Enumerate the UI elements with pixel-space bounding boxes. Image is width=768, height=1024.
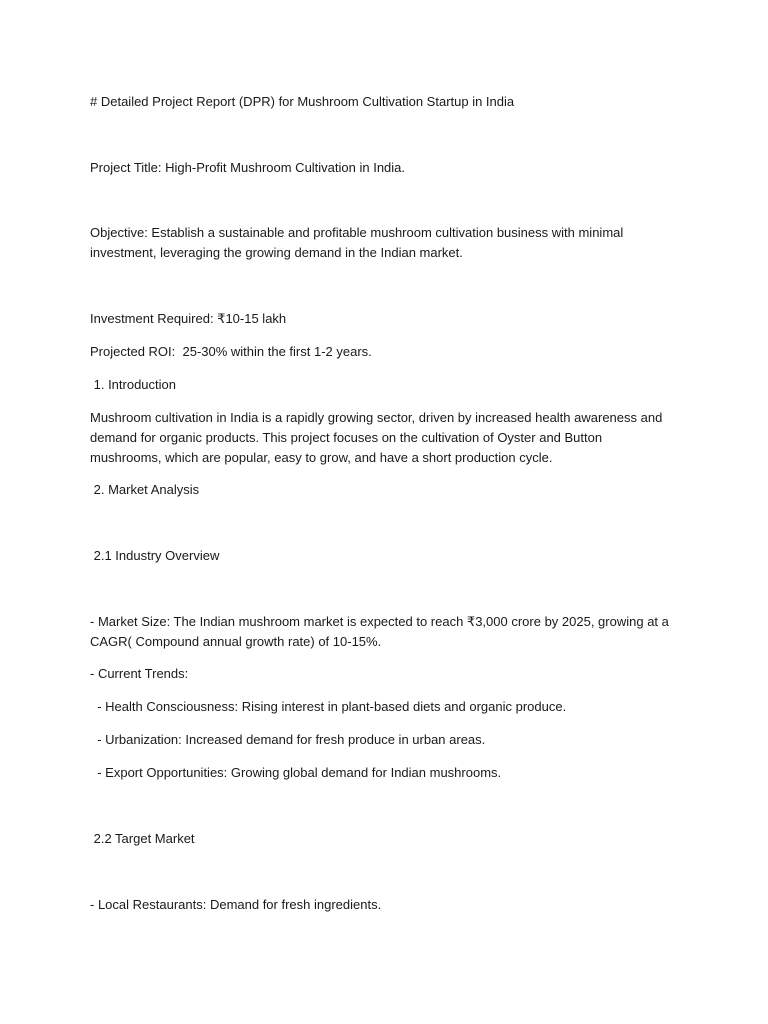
introduction-paragraph: Mushroom cultivation in India is a rapidly growing sector, driven by increased health awareness and demand for organic products. This project focuses on the cultivation of Oyster and Button mushrooms, which are popular, easy to grow, and have a short production cycle.: [90, 410, 663, 465]
section-heading-market-analysis: 2. Market Analysis: [90, 482, 200, 497]
section-heading-target-market: 2.2 Target Market: [90, 831, 195, 846]
section-heading-introduction: 1. Introduction: [90, 377, 176, 392]
section-heading-industry-overview: 2.1 Industry Overview: [90, 548, 220, 563]
market-size-bullet: - Market Size: The Indian mushroom market is expected to reach ₹3,000 crore by 2025, growing at a CAGR( Compound annual growth rate) of 10-15%.: [90, 614, 669, 649]
document-heading: # Detailed Project Report (DPR) for Mushroom Cultivation Startup in India: [90, 94, 515, 109]
projected-roi: Projected ROI: 25-30% within the first 1-2 years.: [90, 344, 372, 359]
target-restaurants-bullet: - Local Restaurants: Demand for fresh ingredients.: [90, 897, 382, 912]
objective-paragraph: Objective: Establish a sustainable and profitable mushroom cultivation business with minimal investment, leveraging the growing demand in the Indian market.: [90, 225, 624, 260]
trend-health-bullet: - Health Consciousness: Rising interest in plant-based diets and organic produce.: [90, 699, 567, 714]
trend-urbanization-bullet: - Urbanization: Increased demand for fresh produce in urban areas.: [90, 732, 486, 747]
trend-export-bullet: - Export Opportunities: Growing global demand for Indian mushrooms.: [90, 765, 502, 780]
current-trends-bullet: - Current Trends:: [90, 666, 189, 681]
investment-required: Investment Required: ₹10-15 lakh: [90, 311, 287, 326]
project-title: Project Title: High-Profit Mushroom Cultivation in India.: [90, 160, 406, 175]
